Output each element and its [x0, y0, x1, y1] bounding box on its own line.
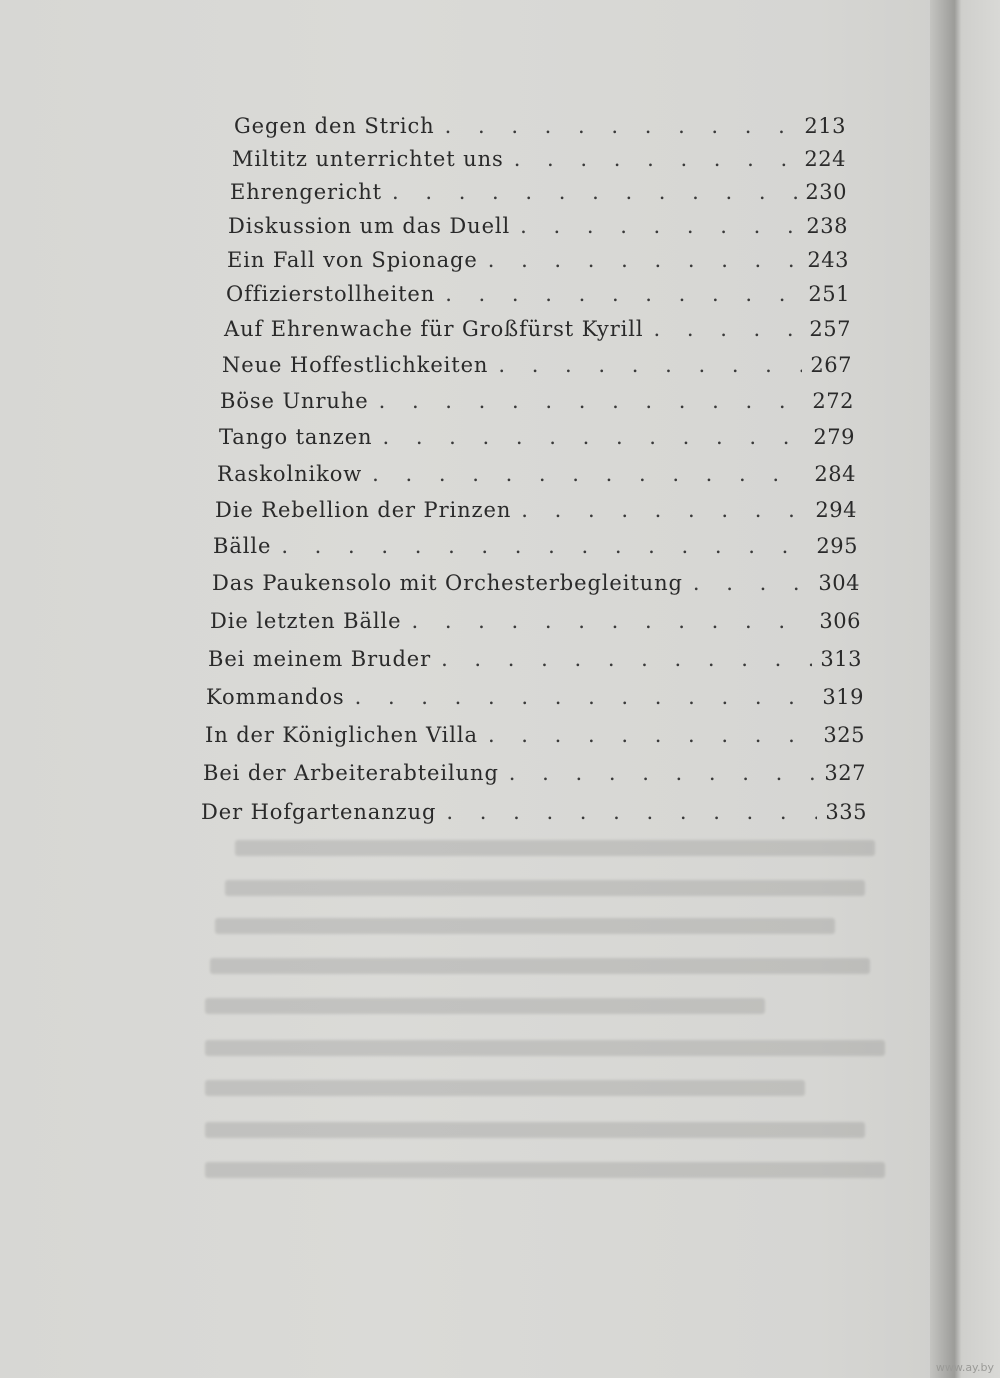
- dot-leader: [509, 761, 816, 785]
- dot-leader: [382, 425, 805, 449]
- toc-entry: [227, 248, 849, 278]
- toc-entry-title: Tango tanzen: [219, 425, 373, 449]
- toc-entry-page: 279: [813, 425, 855, 449]
- toc-entry: [212, 571, 860, 601]
- toc-entry: [208, 647, 862, 677]
- toc-entry-title: Gegen den Strich: [234, 114, 435, 138]
- toc-entry-page: 306: [819, 609, 861, 633]
- toc-entry: [224, 317, 851, 347]
- dot-leader: [446, 800, 817, 824]
- dot-leader: [372, 462, 806, 486]
- toc-entry-page: 304: [818, 571, 860, 595]
- toc-entry-page: 267: [810, 353, 852, 377]
- toc-entry-page: 335: [825, 800, 867, 824]
- toc-entry-title: Böse Unruhe: [220, 389, 369, 413]
- toc-entry: [228, 214, 848, 244]
- toc-entry: [215, 498, 857, 528]
- dot-leader: [379, 389, 804, 413]
- toc-entry: [210, 609, 861, 639]
- dot-leader: [445, 282, 800, 306]
- toc-entry-title: Ehrengericht: [230, 180, 382, 204]
- toc-entry-title: Raskolnikow: [217, 462, 363, 486]
- toc-entry: [203, 761, 866, 791]
- toc-entry: [220, 389, 854, 419]
- toc-entry-page: 243: [807, 248, 849, 272]
- toc-entry-title: Ein Fall von Spionage: [227, 248, 478, 272]
- dot-leader: [521, 498, 807, 522]
- toc-entry-page: 213: [804, 114, 846, 138]
- toc-entry: [232, 147, 846, 177]
- toc-entry: [201, 800, 867, 830]
- toc-entry-page: 313: [820, 647, 862, 671]
- toc-entry-page: 224: [804, 147, 846, 171]
- toc-entry-title: Bei meinem Bruder: [208, 647, 432, 671]
- toc-entry-title: Bälle: [213, 534, 272, 558]
- dot-leader: [693, 571, 810, 595]
- dot-leader: [488, 723, 815, 747]
- toc-entry-title: Kommandos: [206, 685, 345, 709]
- toc-entry-page: 284: [814, 462, 856, 486]
- toc-entry-page: 327: [824, 761, 866, 785]
- toc-entry-page: 325: [823, 723, 865, 747]
- toc-entry: [230, 180, 847, 210]
- toc-entry-title: Das Paukensolo mit Orchesterbegleitung: [212, 571, 683, 595]
- toc-entry: [213, 534, 858, 564]
- toc-entry-page: 230: [805, 180, 847, 204]
- dot-leader: [445, 114, 796, 138]
- toc-entry-title: Bei der Arbeiterabteilung: [203, 761, 499, 785]
- watermark-text: www.ay.by: [935, 1361, 994, 1374]
- dot-leader: [520, 214, 798, 238]
- toc-entry: [222, 353, 852, 383]
- dot-leader: [488, 248, 799, 272]
- toc-entry-title: Die Rebellion der Prinzen: [215, 498, 512, 522]
- toc-entry-page: 294: [815, 498, 857, 522]
- toc-entry: [226, 282, 850, 312]
- toc-entry-page: 319: [822, 685, 864, 709]
- toc-entry-page: 238: [806, 214, 848, 238]
- toc-entry-title: Miltitz unterrichtet uns: [232, 147, 504, 171]
- toc-entry-page: 272: [812, 389, 854, 413]
- toc-entry-title: Neue Hoffestlichkeiten: [222, 353, 489, 377]
- toc-entry-page: 295: [816, 534, 858, 558]
- dot-leader: [514, 147, 796, 171]
- toc-entry: [219, 425, 855, 455]
- toc-entry-title: Die letzten Bälle: [210, 609, 402, 633]
- dot-leader: [654, 317, 802, 341]
- toc-entry-title: Diskussion um das Duell: [228, 214, 511, 238]
- toc-entry: [217, 462, 856, 492]
- toc-entry-title: Auf Ehrenwache für Großfürst Kyrill: [224, 317, 644, 341]
- dot-leader: [411, 609, 811, 633]
- toc-entry: [234, 114, 846, 144]
- toc-entry-title: In der Königlichen Villa: [205, 723, 478, 747]
- dot-leader: [498, 353, 802, 377]
- toc-entry-page: 251: [808, 282, 850, 306]
- toc-entry-title: Der Hofgartenanzug: [201, 800, 437, 824]
- toc-entry: [206, 685, 864, 715]
- toc-entry: [205, 723, 865, 753]
- toc-entry-title: Offizierstollheiten: [226, 282, 436, 306]
- dot-leader: [281, 534, 808, 558]
- dot-leader: [355, 685, 814, 709]
- toc-entry-page: 257: [809, 317, 851, 341]
- dot-leader: [392, 180, 797, 204]
- dot-leader: [441, 647, 812, 671]
